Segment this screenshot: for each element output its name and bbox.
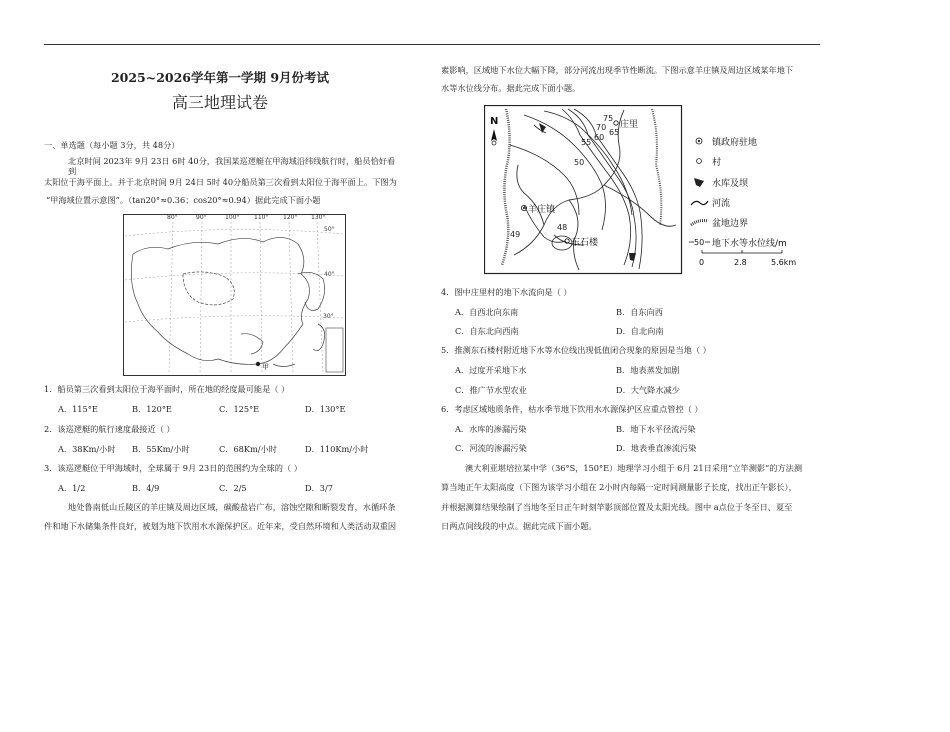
q6-option-d[interactable]: D．地表垂直渗流污染	[616, 443, 697, 453]
q2-option-b[interactable]: B．55Km/小时	[132, 444, 190, 454]
scale-label: 5.6km	[771, 258, 797, 267]
legend-reservoir-icon	[694, 178, 704, 187]
lon-label: 80°	[167, 214, 178, 221]
lat-label: 40°	[324, 271, 335, 278]
legend-contour: 地下水等水位线/m	[712, 239, 787, 249]
question-6: 6．考虑区域地质条件，枯水季节地下饮用水水源保护区应重点管控（ ）	[441, 404, 703, 414]
q2-option-d[interactable]: D．110Km/小时	[305, 444, 369, 454]
header-rule	[44, 44, 820, 45]
passage3-line: 算当地正午太阳高度（下图为该学习小组在 2小时内每隔一定时间测量影子长度，找出正午影长），	[441, 482, 797, 492]
q1-option-a[interactable]: A．115°E	[58, 404, 98, 414]
q1-option-c[interactable]: C．125°E	[219, 404, 260, 414]
legend-village-icon	[697, 159, 702, 164]
village-zhuangli: 庄里	[620, 120, 639, 130]
q1-option-d[interactable]: D．130°E	[305, 404, 346, 414]
question-1: 1．船员第三次看到太阳位于海平面时，所在地的经度最可能是（ ）	[44, 384, 290, 394]
passage3-line: 澳大利亚堪培拉某中学（36°S，150°E）地理学习小组于 6月 21日采用“立竿测影”的方法测	[465, 463, 803, 473]
q2-option-a[interactable]: A．38Km/小时	[58, 444, 116, 454]
q6-option-b[interactable]: B．地下水平径流污染	[616, 424, 696, 434]
town-yangzhuang: 羊庄镇	[528, 205, 556, 215]
q2-option-c[interactable]: C．68Km/小时	[219, 444, 277, 454]
legend-town: 镇政府驻地	[712, 138, 758, 148]
lon-label: 120°	[283, 214, 298, 221]
scale-label: 2.8	[734, 258, 747, 267]
contour-label-75: 75	[603, 114, 614, 123]
contour-label-50: 50	[574, 158, 585, 167]
question-5: 5．推测东石楼村附近地下水等水位线出现低值闭合现象的原因是当地（ ）	[441, 345, 711, 355]
legend-village: 村	[712, 158, 722, 168]
contour-label-49: 49	[510, 230, 521, 239]
q4-option-c[interactable]: C．自东北向西南	[455, 326, 519, 336]
passage2-cont-line: 水等水位线分布。据此完成下面小题。	[441, 83, 581, 93]
section-heading: 一、单选题（每小题 3分，共 48分）	[44, 140, 180, 150]
point-jia-marker	[256, 362, 260, 366]
exam-title: 2025~2026学年第一学期 9月份考试	[110, 70, 330, 85]
legend-river-icon	[691, 201, 708, 205]
passage1-line: “甲海域位置示意图”。（tan20°≈0.36；cos20°≈0.94）据此完成下面小题	[46, 195, 321, 205]
q3-option-c[interactable]: C．2/5	[219, 483, 247, 493]
q6-option-c[interactable]: C．河流的渗漏污染	[455, 443, 527, 453]
passage3-line: 日两点间线段的中点。据此完成下面小题。	[441, 521, 597, 531]
lon-label: 110°	[254, 214, 269, 221]
legend-contour-sample: 50	[694, 238, 705, 247]
question-4: 4．图中庄里村的地下水流向是（ ）	[441, 287, 572, 297]
passage2-line: 地处鲁南低山丘陵区的羊庄镇及周边区域，碳酸盐岩广布，溶蚀空隙和断裂发育，水循环条	[68, 502, 396, 512]
passage1-line: 到	[68, 166, 77, 176]
scale-label: 0	[699, 258, 705, 267]
q5-option-d[interactable]: D．大气降水减少	[616, 385, 680, 395]
q5-option-b[interactable]: B．地表蒸发加剧	[616, 365, 680, 375]
contour-label-55: 55	[581, 138, 592, 147]
legend-basin-icon	[691, 221, 708, 226]
legend-basin: 盆地边界	[712, 219, 749, 229]
legend-reservoir: 水库及坝	[712, 179, 749, 189]
question-2: 2．该巡逻艇的航行速度最接近（ ）	[44, 424, 175, 434]
contour-label-70: 70	[596, 123, 607, 132]
lon-label: 100°	[225, 214, 240, 221]
north-label: N	[490, 116, 499, 127]
lon-label: 90°	[196, 214, 207, 221]
q5-option-a[interactable]: A．过度开采地下水	[455, 365, 527, 375]
point-jia-label: 甲	[262, 363, 269, 371]
legend-river: 河流	[712, 199, 731, 209]
legend-town-icon	[696, 138, 702, 144]
contour-label-48: 48	[557, 223, 568, 232]
contour-label-65: 65	[609, 128, 620, 137]
map-frame	[485, 106, 682, 274]
lat-label: 50°	[324, 226, 335, 233]
passage1-line: 北京时间 2023年 9月 23日 6时 40分，我国某巡逻艇在甲海域沿纬线航行时，船员恰好看	[68, 156, 396, 166]
q4-option-d[interactable]: D．自北向南	[616, 326, 664, 336]
question-3: 3．该巡逻艇位于甲海域时，全球属于 9月 23日的范围约为全球的（ ）	[44, 463, 302, 473]
q3-option-a[interactable]: A．1/2	[58, 483, 86, 493]
q3-option-b[interactable]: B．4/9	[132, 483, 160, 493]
lon-label: 130°	[311, 214, 326, 221]
q5-option-c[interactable]: C．推广节水型农业	[455, 385, 527, 395]
groundwater-contour-map	[484, 105, 810, 277]
paper-title: 高三地理试卷	[171, 93, 268, 112]
sea-area-map	[123, 214, 346, 376]
passage2-line: 件和地下水储集条件良好，被划为地下饮用水水源保护区。近年来，受自然环境和人类活动双重因	[44, 521, 397, 531]
passage2-cont-line: 素影响，区域地下水位大幅下降，部分河流出现季节性断流。下图示意羊庄镇及周边区域某年地下	[441, 65, 794, 75]
scale-bar	[702, 250, 782, 253]
q3-option-d[interactable]: D．3/7	[305, 483, 333, 493]
passage3-line: 并根据测算结果绘制了当地冬至日正午时刻竿影顶部位置及太阳光线。图中 a点位于冬至日、夏至	[441, 502, 793, 512]
q4-option-b[interactable]: B．自东向西	[616, 307, 663, 317]
contour-label-60: 60	[594, 133, 605, 142]
q1-option-b[interactable]: B．120°E	[132, 404, 172, 414]
village-dongshilou: 东石楼	[571, 238, 599, 248]
q4-option-a[interactable]: A．自西北向东南	[455, 307, 519, 317]
q6-option-a[interactable]: A．水库的渗漏污染	[455, 424, 527, 434]
lat-label: 30°	[323, 313, 334, 320]
passage1-line: 太阳位于海平面上。并于北京时间 9月 24日 5时 40分船员第三次看到太阳位于海平面上。下图为	[44, 177, 397, 187]
